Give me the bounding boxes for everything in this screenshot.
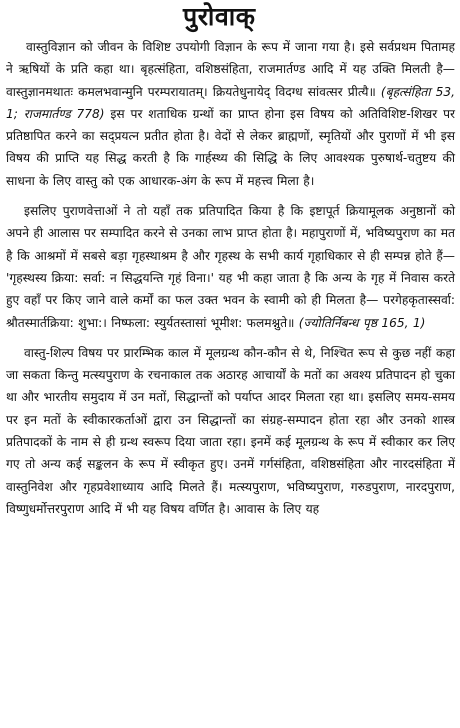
paragraph-2-text-a: इसलिए पुराणवेत्ताओं ने तो यहाँ तक प्रतिपादित किया है कि इष्टापूर्त क्रियामूलक अनुष्ठानों को अपने ही आलास पर सम्पादित करने से उनका लाभ प्राप्त होता है। महापुराणों में, भविष्यपुराण का मत है कि आश्रमों में सबसे बड़ा गृहस्थाश्रम है और गृहस्थ के सभी कार्य गृहाधिकार से ही सम्पन्न होते हैं— 'गृहस्थस्य क्रिया: सर्वा: न सिद्धयन्ति गृहं विना।' यह भी कहा जाता है कि अन्य के गृह में निवास करते हुए वहाँ पर किए जाने वाले कर्मों का फल उक्त भवन के स्वामी को ही मिलता है— परगेहकृतास्सर्वा: श्रौतस्मार्तक्रिया: शुभा:। निष्फला: स्युर्यतस्तासां भूमीश: फलमश्नुते॥: [6, 204, 455, 330]
paragraph-2: [6, 200, 455, 334]
citation-jyotirnibandh: (ज्योतिर्निबन्ध पृष्ठ 165, 1): [298, 315, 426, 330]
paragraph-3-text-a: वास्तु-शिल्प विषय पर प्रारम्भिक काल में मूलग्रन्थ कौन-कौन से थे, निश्चित रूप से कुछ नहीं कहा जा सकता किन्तु मत्स्यपुराण के रचनाकाल तक अठारह आचार्यों के मतों का अवश्य प्रतिपादन हो चुका था और भारतीय समुदाय में उन मतों, सिद्धान्तों को पर्याप्त आदर मिलता रहा था। इसलिए समय-समय पर इन मतों के स्वीकारकर्ताओं द्वारा उन सिद्धान्तों का संग्रह-सम्पादन होता रहा और उनको शास्त्र प्रतिपादकों के नाम से ही ग्रन्थ स्वरूप दिया जाता रहा। इनमें कई मूलग्रन्थ के रूप में स्वीकार कर लिए गए तो अन्य कई सङ्कलन के रूप में स्वीकृत हुए। उनमें गर्गसंहिता, वशिष्ठसंहिता और नारदसंहिता में वास्तुनिवेश और गृहप्रवेशाध्याय आदि मिलते हैं। मत्स्यपुराण, भविष्यपुराण, गरुडपुराण, नारदपुराण, विष्णुधर्मोत्तरपुराण आदि में भी यह विषय वर्णित है। आवास के लिए यह: [6, 345, 455, 516]
paragraph-1: [6, 36, 455, 192]
paragraph-1-text-a: वास्तुविज्ञान को जीवन के विशिष्ट उपयोगी विज्ञान के रूप में जाना गया है। इसे सर्वप्रथम पितामह ने ऋषियों के प्रति कहा था। बृहत्संहिता, वशिष्ठसंहिता, राजमार्तण्ड आदि में यह उक्ति मिलती है— वास्तुज्ञानमथातः कमलभवान्मुनि परम्परायातम्। क्रियतेधुनायेद् विदग्ध सांवत्सर प्रीत्यै॥: [6, 40, 455, 99]
paragraph-1-text-b: इस पर शताधिक ग्रन्थों का प्राप्त होना इस विषय को अतिविशिष्ट-शिखर पर प्रतिष्ठापित करने का सद्प्रयत्न प्रतीत होता है। वेदों से लेकर ब्राह्मणों, स्मृतियों और पुराणों में भी इस विषय की प्राप्ति यह सिद्ध करती है कि गार्हस्थ्य की सिद्धि के लिए आवश्यक पुरुषार्थ-चतुष्टय की साधना के लिए वास्तु को एक आधारक-अंग के रूप में महत्त्व मिला है।: [6, 106, 455, 188]
page-title: पुरोवाक्: [183, 2, 256, 31]
paragraph-3: [6, 342, 455, 520]
citation-brihatsamhita: (बृहत्संहिता 53, 1; राजमार्तण्ड 778): [6, 84, 456, 121]
